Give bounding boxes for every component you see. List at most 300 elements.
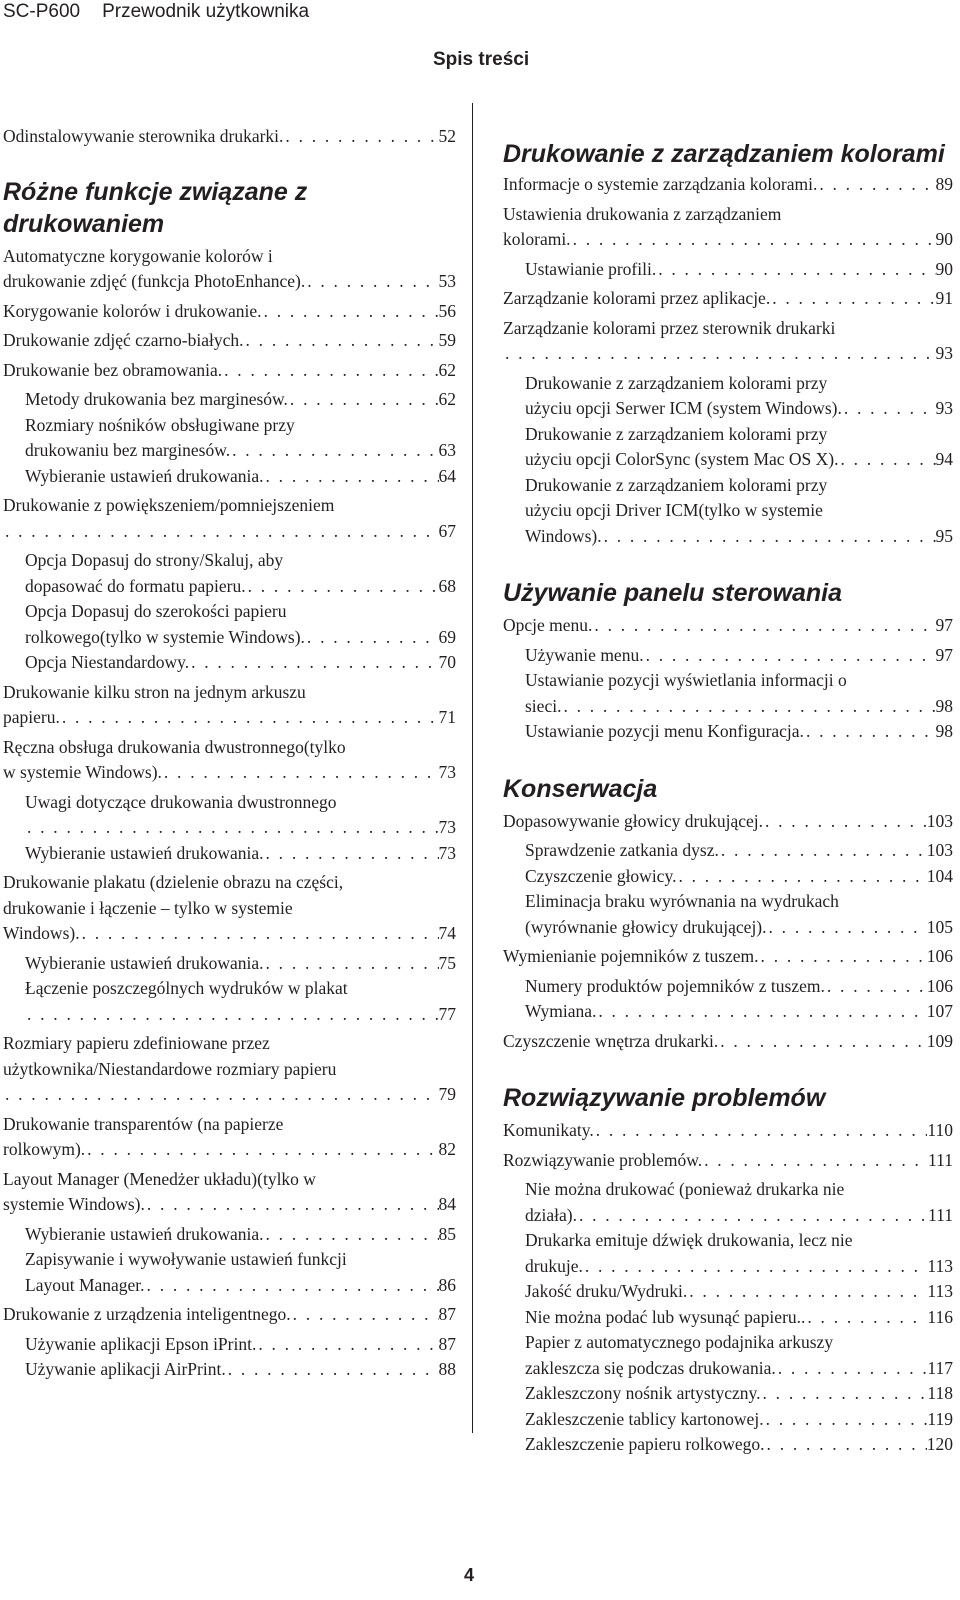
- toc-entry[interactable]: [503, 172, 953, 198]
- toc-page-number: 73: [438, 762, 456, 782]
- toc-entry-text: systemie Windows).: [3, 1194, 145, 1214]
- toc-page-number: 87: [438, 1333, 456, 1354]
- toc-page-number: 93: [935, 343, 953, 363]
- toc-entry-text: Wybieranie ustawień drukowania.: [25, 952, 264, 973]
- section-heading-line: Drukowanie z zarządzaniem kolorami: [503, 140, 945, 168]
- page-number: 4: [464, 1565, 475, 1585]
- toc-entry-text: Dopasowywanie głowicy drukującej.: [503, 810, 763, 831]
- toc-entry[interactable]: [503, 1118, 953, 1144]
- section-heading-line: Rozwiązywanie problemów: [503, 1084, 826, 1112]
- dot-leader: [3, 519, 439, 545]
- toc-entry[interactable]: [3, 680, 456, 731]
- toc-page-number: 118: [927, 1383, 953, 1403]
- toc-entry-line: [3, 1302, 456, 1328]
- dot-leader: [687, 1279, 927, 1305]
- toc-page-number: 111: [928, 1204, 953, 1225]
- toc-entry-line: [25, 1332, 456, 1358]
- toc-entry-text: drukowanie zdjęć (funkcja PhotoEnhance).: [3, 271, 306, 291]
- toc-entry-line: [525, 257, 953, 283]
- toc-entry-text: Wybieranie ustawień drukowania.: [25, 1223, 264, 1244]
- toc-entry-text: dopasować do formatu papieru.: [25, 575, 246, 596]
- dot-leader: [264, 951, 439, 977]
- toc-entry-line: [525, 1356, 953, 1382]
- toc-entry-line: [3, 328, 456, 354]
- dot-leader: [262, 299, 439, 325]
- toc-entry-text: Ustawianie pozycji menu Konfiguracja.: [525, 721, 804, 741]
- toc-page-number: 103: [926, 840, 953, 860]
- dot-leader: [256, 1332, 438, 1358]
- toc-entry[interactable]: [3, 1167, 456, 1218]
- toc-page-number: 98: [935, 695, 953, 716]
- toc-entry[interactable]: [3, 735, 456, 786]
- toc-entry[interactable]: [503, 1029, 953, 1055]
- dot-leader: [291, 1302, 439, 1328]
- toc-entry-text-line: Opcja Dopasuj do szerokości papieru: [25, 601, 287, 621]
- toc-entry[interactable]: [503, 613, 953, 639]
- dot-leader: [594, 1118, 928, 1144]
- toc-page-number: 113: [927, 1281, 953, 1301]
- toc-entry-text: Korygowanie kolorów i drukowanie.: [3, 300, 262, 321]
- toc-entry-text-line: Uwagi dotyczące drukowania dwustronnego: [25, 791, 337, 812]
- toc-entry[interactable]: [3, 650, 456, 676]
- toc-entry-text: (wyrównanie głowicy drukującej).: [525, 916, 767, 937]
- toc-page-number: 73: [438, 842, 456, 863]
- dot-leader: [765, 1432, 927, 1458]
- toc-entry-line: [503, 1148, 953, 1174]
- toc-entry-line: [503, 1029, 953, 1055]
- toc-entry-text-line: Drukowanie z zarządzaniem kolorami przy: [525, 474, 828, 495]
- toc-entry-text: Ustawianie profili.: [525, 258, 657, 279]
- toc-entry-text: Czyszczenie wnętrza drukarki.: [503, 1030, 719, 1051]
- toc-page-number: 105: [926, 916, 953, 937]
- dot-leader: [25, 815, 439, 841]
- toc-entry-line: [3, 299, 456, 325]
- toc-entry-text-line: Rozmiary nośników obsługiwane przy: [25, 414, 295, 435]
- toc-entry-text-line: Łączenie poszczególnych wydruków w plakat: [25, 978, 348, 998]
- toc-page-number: 62: [438, 389, 456, 409]
- toc-entry-text-line: Layout Manager (Menedżer układu)(tylko w: [3, 1168, 316, 1189]
- toc-entry-line: [525, 1279, 953, 1305]
- toc-entry[interactable]: [503, 838, 953, 864]
- toc-entry-text: sieci.: [525, 695, 562, 716]
- dot-leader: [592, 613, 935, 639]
- toc-page-number: 116: [927, 1306, 953, 1327]
- toc-entry-text: Drukowanie zdjęć czarno-białych.: [3, 330, 244, 350]
- toc-page-number: 63: [438, 440, 456, 460]
- toc-entry[interactable]: [503, 889, 953, 940]
- dot-leader: [817, 172, 935, 198]
- toc-entry[interactable]: [503, 202, 953, 253]
- toc-entry[interactable]: [503, 643, 953, 669]
- dot-leader: [825, 974, 927, 1000]
- dot-leader: [60, 705, 439, 731]
- toc-page-number: 91: [935, 288, 953, 308]
- toc-entry[interactable]: [503, 1228, 953, 1279]
- toc-entry-text-line: Rozmiary papieru zdefiniowane przez: [3, 1033, 270, 1053]
- toc-entry[interactable]: [3, 358, 456, 384]
- toc-page-number: 69: [438, 626, 456, 647]
- toc-entry[interactable]: [3, 976, 456, 1027]
- toc-entry[interactable]: [503, 719, 953, 745]
- toc-entry-line: [525, 447, 953, 473]
- toc-page-number: 85: [438, 1223, 456, 1244]
- toc-entry[interactable]: [3, 1247, 456, 1298]
- toc-page-number: 87: [438, 1304, 456, 1324]
- toc-entry[interactable]: [3, 1302, 456, 1328]
- toc-page-number: 89: [935, 174, 953, 194]
- toc-entry-text: Używanie aplikacji AirPrint.: [25, 1359, 226, 1379]
- toc-entry[interactable]: [3, 328, 456, 354]
- toc-entry-line: [525, 864, 953, 890]
- dot-leader: [189, 650, 438, 676]
- section-heading: [503, 138, 953, 170]
- dot-leader: [770, 286, 935, 312]
- toc-entry-text: Wybieranie ustawień drukowania.: [25, 465, 264, 486]
- toc-page-number: 117: [927, 1357, 953, 1378]
- toc-page-number: 56: [438, 300, 456, 321]
- toc-page-number: 73: [438, 817, 456, 837]
- toc-entry-text: rolkowego(tylko w systemie Windows).: [25, 626, 305, 647]
- toc-entry-line: [25, 815, 456, 841]
- toc-page-number: 110: [927, 1120, 953, 1140]
- toc-entry-line: [25, 438, 456, 464]
- toc-entry[interactable]: [3, 1357, 456, 1383]
- toc-entry-line: [25, 1002, 456, 1028]
- toc-page-number: 52: [438, 126, 456, 146]
- toc-entry-text: Wymiana.: [525, 1001, 597, 1021]
- toc-entry-line: [25, 841, 456, 867]
- toc-page-number: 82: [438, 1139, 456, 1159]
- toc-page-number: 120: [926, 1434, 953, 1454]
- toc-entry-text: Opcja Niestandardowy.: [25, 652, 190, 672]
- section-heading: [503, 773, 953, 805]
- toc-entry-text-line: Drukowanie transparentów (na papierze: [3, 1113, 284, 1134]
- toc-entry-line: [525, 999, 953, 1025]
- toc-page-number: 88: [438, 1359, 456, 1379]
- dot-leader: [571, 227, 936, 253]
- toc-entry-line: [503, 286, 953, 312]
- toc-entry[interactable]: [503, 1305, 953, 1331]
- toc-entry-line: [525, 396, 953, 422]
- toc-entry-line: [525, 719, 953, 745]
- toc-left-column: [3, 118, 456, 1383]
- toc-entry-text: Windows).: [3, 923, 80, 943]
- toc-entry-line: [503, 341, 953, 367]
- toc-page-number: 106: [926, 975, 953, 996]
- toc-entry[interactable]: [3, 493, 456, 544]
- toc-entry-text: Sprawdzenie zatkania dysz.: [525, 840, 719, 860]
- toc-entry-line: [25, 1357, 456, 1383]
- dot-leader: [226, 1357, 439, 1383]
- toc-entry[interactable]: [503, 999, 953, 1025]
- toc-entry-line: [525, 974, 953, 1000]
- toc-entry-line: [525, 1432, 953, 1458]
- toc-entry[interactable]: [503, 1148, 953, 1174]
- dot-leader: [759, 944, 927, 970]
- toc-entry-text-line: Drukowanie plakatu (dzielenie obrazu na części,: [3, 872, 344, 892]
- toc-entry-text: użyciu opcji Serwer ICM (system Windows).: [525, 398, 842, 418]
- dot-leader: [718, 1029, 927, 1055]
- toc-entry[interactable]: [3, 841, 456, 867]
- toc-entry-text: drukuje.: [525, 1255, 583, 1276]
- section-heading-line: Różne funkcje związane z: [3, 177, 308, 206]
- dot-leader: [676, 864, 926, 890]
- toc-entry-line: [525, 1254, 953, 1280]
- toc-entry-text: Wymienianie pojemników z tuszem.: [503, 946, 759, 966]
- toc-entry[interactable]: [3, 548, 456, 599]
- toc-page-number: 97: [935, 615, 953, 635]
- toc-entry-line: [525, 1381, 953, 1407]
- toc-title: Spis treści: [433, 49, 530, 70]
- toc-entry[interactable]: [3, 124, 456, 150]
- dot-leader: [283, 124, 438, 150]
- section-heading: [3, 176, 456, 240]
- section-heading: [503, 577, 953, 609]
- toc-page-number: 104: [926, 865, 953, 886]
- toc-entry-line: [25, 951, 456, 977]
- dot-leader: [583, 1254, 928, 1280]
- toc-entry-text-line: drukowanie i łączenie – tylko w systemie: [3, 897, 293, 918]
- toc-entry[interactable]: [3, 599, 456, 650]
- toc-entry-line: [25, 574, 456, 600]
- toc-entry-text-line: Ustawienia drukowania z zarządzaniem: [503, 203, 782, 224]
- toc-entry-text: Rozwiązywanie problemów.: [503, 1149, 703, 1170]
- toc-page-number: 68: [438, 575, 456, 596]
- toc-page-number: 62: [438, 359, 456, 380]
- dot-leader: [305, 625, 439, 651]
- toc-entry-text-line: Drukarka emituje dźwięk drukowania, lecz nie: [525, 1230, 853, 1250]
- toc-entry-text-line: Ustawianie pozycji wyświetlania informacji o: [525, 670, 847, 690]
- toc-entry[interactable]: [503, 974, 953, 1000]
- toc-entry[interactable]: [3, 1222, 456, 1248]
- toc-entry-line: [525, 1203, 953, 1229]
- toc-entry-text-line: Ręczna obsługa drukowania dwustronnego(tylko: [3, 736, 346, 757]
- toc-entry-line: [25, 650, 456, 676]
- toc-entry-line: [25, 464, 456, 490]
- toc-entry-line: [525, 915, 953, 941]
- toc-entry-line: [503, 1118, 953, 1144]
- toc-entry-text: Odinstalowywanie sterownika drukarki.: [3, 126, 284, 146]
- toc-entry[interactable]: [503, 809, 953, 835]
- toc-entry-text: Drukowanie bez obramowania.: [3, 359, 223, 380]
- toc-entry[interactable]: [3, 951, 456, 977]
- toc-entry[interactable]: [503, 473, 953, 550]
- column-divider: [472, 103, 473, 1433]
- toc-entry-text: Komunikaty.: [503, 1120, 594, 1140]
- toc-entry-line: [525, 1305, 953, 1331]
- toc-entry-text: Jakość druku/Wydruki.: [525, 1281, 688, 1301]
- toc-entry[interactable]: [503, 864, 953, 890]
- toc-entry-line: [525, 643, 953, 669]
- toc-entry-text-line: Drukowanie z zarządzaniem kolorami przy: [525, 423, 828, 444]
- toc-entry[interactable]: [503, 1330, 953, 1381]
- toc-entry-text: papieru.: [3, 707, 60, 727]
- toc-entry[interactable]: [3, 870, 456, 947]
- toc-entry-text: Informacje o systemie zarządzania kolorami.: [503, 174, 818, 194]
- toc-entry-line: [3, 1082, 456, 1108]
- dot-leader: [644, 643, 936, 669]
- dot-leader: [596, 999, 926, 1025]
- toc-entry[interactable]: [503, 286, 953, 312]
- dot-leader: [305, 269, 438, 295]
- toc-entry-text: zakleszcza się podczas drukowania.: [525, 1357, 776, 1378]
- toc-entry-text-line: Automatyczne korygowanie kolorów i: [3, 245, 273, 266]
- toc-entry-text: Czyszczenie głowicy.: [525, 865, 677, 886]
- toc-entry-line: [25, 625, 456, 651]
- toc-entry-text: Zarządzanie kolorami przez aplikacje.: [503, 288, 771, 308]
- toc-page-number: 64: [438, 465, 456, 486]
- dot-leader: [503, 341, 936, 367]
- toc-entry-line: [3, 921, 456, 947]
- toc-entry-line: [3, 124, 456, 150]
- dot-leader: [246, 574, 439, 600]
- toc-page-number: 94: [935, 449, 953, 469]
- dot-leader: [776, 1356, 928, 1382]
- dot-leader: [719, 838, 927, 864]
- dot-leader: [264, 841, 439, 867]
- toc-page-number: 107: [926, 1001, 953, 1021]
- toc-entry-text: Używanie aplikacji Epson iPrint.: [25, 1333, 257, 1354]
- toc-entry-text-line: Nie można drukować (ponieważ drukarka nie: [525, 1179, 845, 1199]
- toc-entry-line: [525, 1407, 953, 1433]
- toc-page-number: 113: [927, 1255, 953, 1276]
- dot-leader: [230, 438, 438, 464]
- toc-entry-line: [3, 1192, 456, 1218]
- toc-entry[interactable]: [503, 668, 953, 719]
- dot-leader: [162, 760, 439, 786]
- toc-page-number: 71: [438, 707, 456, 727]
- section-heading-line: Konserwacja: [503, 774, 658, 803]
- dot-leader: [288, 387, 439, 413]
- toc-entry-line: [3, 1137, 456, 1163]
- toc-entry-line: [525, 694, 953, 720]
- toc-entry[interactable]: [3, 413, 456, 464]
- toc-entry[interactable]: [3, 244, 456, 295]
- page-header: [3, 0, 309, 24]
- section-heading-line: drukowaniem: [3, 209, 165, 238]
- toc-entry[interactable]: [3, 1332, 456, 1358]
- toc-entry-line: [503, 227, 953, 253]
- toc-entry-line: [25, 387, 456, 413]
- toc-entry-text-line: Zapisywanie i wywoływanie ustawień funkcji: [25, 1249, 347, 1269]
- toc-page-number: 106: [926, 946, 953, 966]
- toc-page-number: 70: [438, 652, 456, 672]
- toc-entry-text: Layout Manager.: [25, 1274, 145, 1295]
- dot-leader: [244, 328, 439, 354]
- toc-entry[interactable]: [503, 1432, 953, 1458]
- toc-entry[interactable]: [503, 1381, 953, 1407]
- toc-entry[interactable]: [503, 257, 953, 283]
- toc-page-number: 75: [438, 952, 456, 973]
- toc-page-number: 86: [438, 1274, 456, 1295]
- header-guide-title: Przewodnik użytkownika: [102, 1, 310, 22]
- toc-entry-text: Używanie menu.: [525, 644, 644, 665]
- toc-entry-text: rolkowym).: [3, 1139, 86, 1159]
- dot-leader: [761, 1381, 928, 1407]
- toc-page-number: 95: [935, 525, 953, 546]
- dot-leader: [85, 1137, 438, 1163]
- toc-page-number: 98: [935, 721, 953, 741]
- toc-entry-text: drukowaniu bez marginesów.: [25, 440, 231, 460]
- toc-page-number: 79: [438, 1084, 456, 1104]
- dot-leader: [80, 921, 439, 947]
- toc-entry-text-line: Opcja Dopasuj do strony/Skaluj, aby: [25, 550, 284, 570]
- toc-page-number: 93: [935, 398, 953, 418]
- toc-entry-text: Zakleszczenie tablicy kartonowej.: [525, 1408, 764, 1429]
- dot-leader: [264, 464, 439, 490]
- toc-entry-text-line: Eliminacja braku wyrównania na wydrukach: [525, 891, 839, 911]
- toc-entry-line: [3, 519, 456, 545]
- toc-right-column: [503, 118, 953, 1458]
- toc-entry-text: Zakleszczenie papieru rolkowego.: [525, 1434, 765, 1454]
- dot-leader: [839, 447, 936, 473]
- dot-leader: [561, 694, 935, 720]
- toc-entry-text: Metody drukowania bez marginesów.: [25, 389, 288, 409]
- toc-page-number: 119: [927, 1408, 953, 1429]
- toc-entry-line: [525, 524, 953, 550]
- toc-entry[interactable]: [503, 1279, 953, 1305]
- toc-entry-text-line: użytkownika/Niestandardowe rozmiary papieru: [3, 1058, 337, 1079]
- toc-page-number: 111: [928, 1149, 953, 1170]
- dot-leader: [842, 396, 936, 422]
- toc-entry[interactable]: [503, 316, 953, 367]
- toc-entry-text: Windows).: [525, 525, 602, 546]
- dot-leader: [264, 1222, 439, 1248]
- dot-leader: [804, 719, 936, 745]
- toc-entry-text: użyciu opcji ColorSync (system Mac OS X).: [525, 449, 839, 469]
- toc-page-number: 90: [935, 229, 953, 249]
- toc-entry[interactable]: [3, 464, 456, 490]
- toc-page-number: 59: [438, 330, 456, 350]
- toc-entry-line: [503, 613, 953, 639]
- toc-entry-line: [3, 358, 456, 384]
- toc-entry[interactable]: [3, 790, 456, 841]
- toc-entry[interactable]: [503, 944, 953, 970]
- toc-page-number: 97: [935, 644, 953, 665]
- toc-page-number: 77: [438, 1003, 456, 1024]
- dot-leader: [656, 257, 935, 283]
- dot-leader: [767, 915, 927, 941]
- toc-entry-line: [503, 809, 953, 835]
- dot-leader: [763, 809, 927, 835]
- dot-leader: [602, 524, 936, 550]
- toc-entry[interactable]: [503, 1177, 953, 1228]
- dot-leader: [145, 1192, 439, 1218]
- toc-entry[interactable]: [503, 1407, 953, 1433]
- toc-entry-text: Opcje menu.: [503, 615, 593, 635]
- dot-leader: [3, 1082, 439, 1108]
- toc-entry-line: [503, 172, 953, 198]
- toc-entry-line: [503, 944, 953, 970]
- toc-entry[interactable]: [503, 422, 953, 473]
- toc-entry-line: [525, 838, 953, 864]
- dot-leader: [702, 1148, 928, 1174]
- toc-entry[interactable]: [3, 299, 456, 325]
- toc-page-number: 90: [935, 258, 953, 279]
- toc-entry[interactable]: [3, 387, 456, 413]
- toc-entry-line: [25, 1273, 456, 1299]
- dot-leader: [25, 1002, 439, 1028]
- toc-entry-line: [3, 760, 456, 786]
- toc-entry[interactable]: [3, 1031, 456, 1108]
- toc-entry[interactable]: [3, 1112, 456, 1163]
- toc-entry-text: działa).: [525, 1204, 577, 1225]
- dot-leader: [764, 1407, 928, 1433]
- toc-entry[interactable]: [503, 371, 953, 422]
- toc-entry-text: Nie można podać lub wysunąć papieru..: [525, 1306, 806, 1327]
- toc-page-number: 109: [926, 1030, 953, 1051]
- toc-entry-line: [3, 269, 456, 295]
